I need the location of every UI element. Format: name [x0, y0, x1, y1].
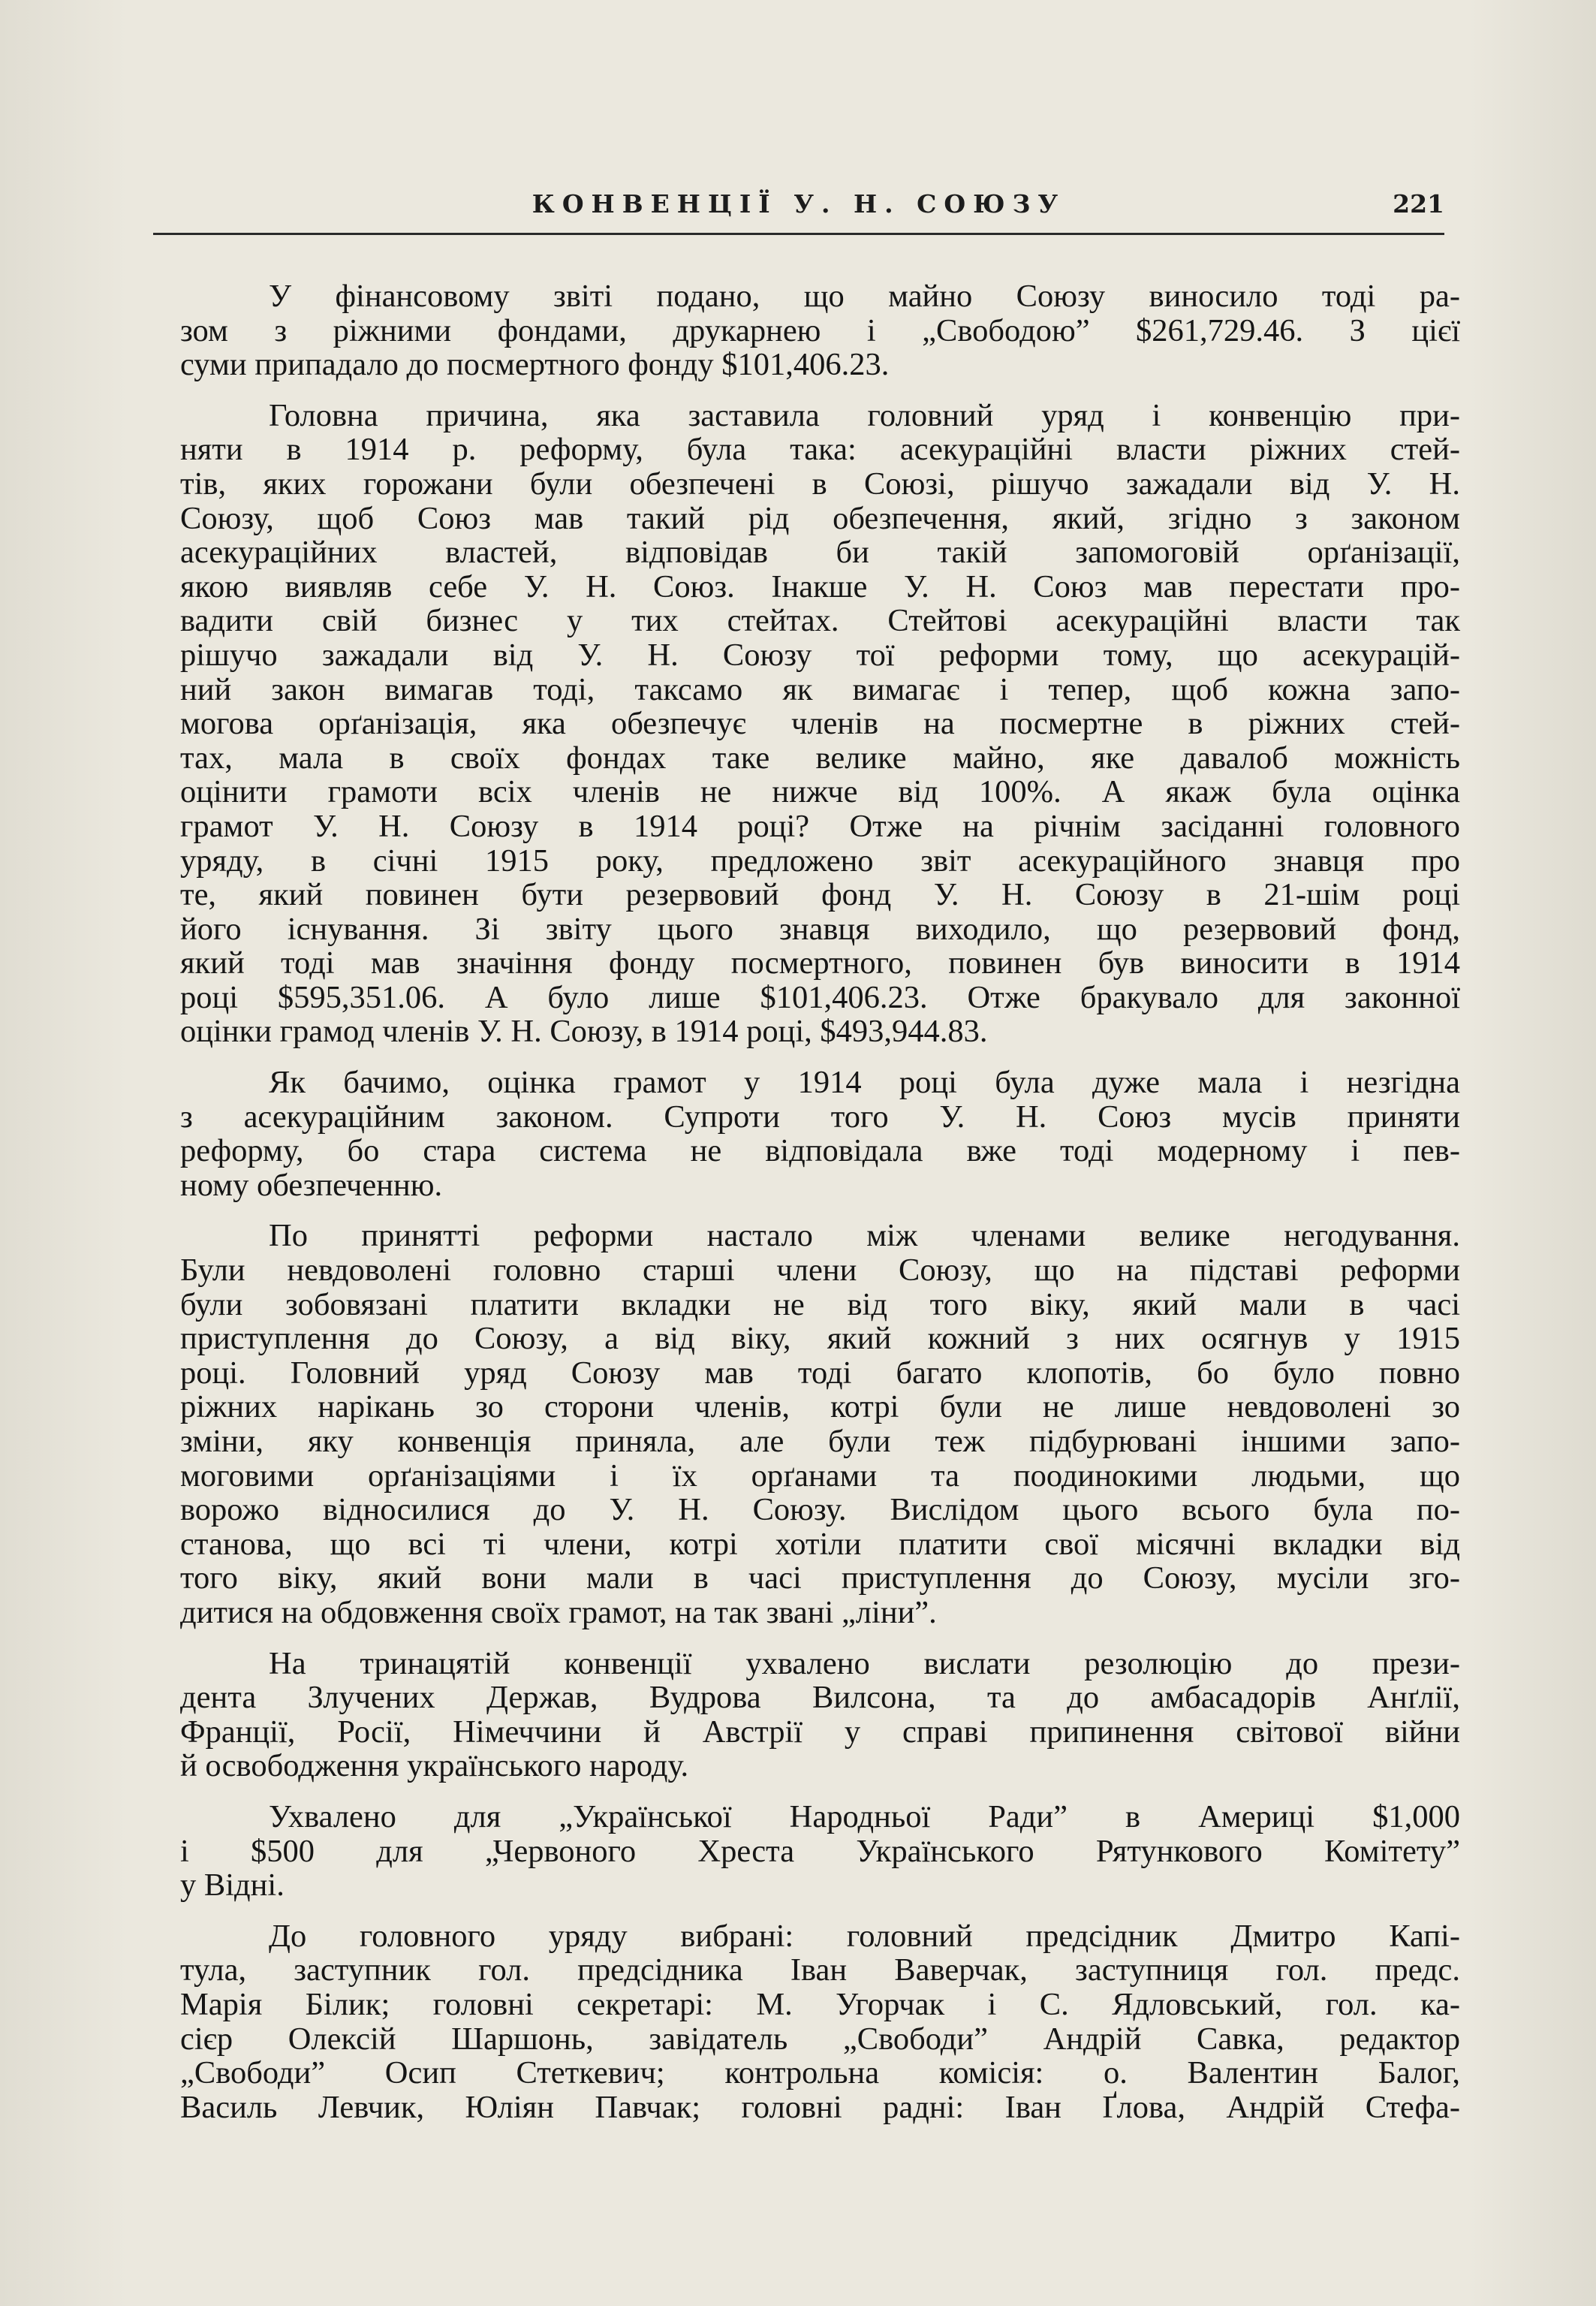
text-line: були зобовязані платити вкладки не від того віку, який мали в часі	[180, 1286, 1460, 1322]
body-text	[180, 279, 1460, 2141]
text-line: році. Головний уряд Союзу мав тоді багато клопотів, бо було повно	[180, 1355, 1460, 1391]
paragraph	[180, 1219, 1460, 1629]
text-line: тула, заступник гол. предсідника Іван Ваверчак, заступниця гол. предс.	[180, 1952, 1460, 1988]
text-line: На тринацятій конвенції ухвалено вислати резолюцію до прези-	[269, 1645, 1460, 1681]
text-line: „Свободи” Осип Стеткевич; контрольна комісія: о. Валентин Балог,	[180, 2055, 1460, 2091]
text-line: уряду, в січні 1915 року, предложено звіт асекураційного знавця про	[180, 843, 1460, 879]
text-line: й освободження українського народу.	[180, 1748, 689, 1784]
paragraph	[180, 279, 1460, 382]
running-header	[153, 188, 1444, 235]
text-line: грамот У. Н. Союзу в 1914 році? Отже на річнім засіданні головного	[180, 808, 1460, 844]
text-line: сієр Олексій Шаршонь, завідатель „Свободи” Андрій Савка, редактор	[180, 2021, 1460, 2057]
text-line: приступлення до Союзу, а від віку, який кожний з них осягнув у 1915	[180, 1321, 1460, 1357]
text-line: з асекураційним законом. Супроти того У. Н. Союз мусів приняти	[180, 1099, 1460, 1135]
text-line: ворожо відносилися до У. Н. Союзу. Вислідом цього всього була по-	[180, 1492, 1460, 1528]
text-line: ріжних нарікань зо сторони членів, котрі були не лише невдоволені зо	[180, 1389, 1460, 1425]
text-line: По принятті реформи настало між членами велике негодування.	[269, 1218, 1460, 1254]
running-title: КОНВЕНЦІЇ У. Н. СОЮЗУ	[531, 189, 1066, 219]
paragraph	[180, 1066, 1460, 1202]
page-number: 221	[1393, 189, 1444, 219]
text-line: могова орґанізація, яка обезпечує членів на посмертне в ріжних стей-	[180, 706, 1460, 742]
text-line: ному обезпеченню.	[180, 1167, 443, 1203]
text-line: реформу, бо стара система не відповідала вже тоді модерному і пев-	[180, 1133, 1460, 1169]
text-line: дитися на обдовження своїх грамот, на так звані „ліни”.	[180, 1594, 937, 1630]
text-line: Франції, Росії, Німеччини й Австрії у справі припинення світової війни	[180, 1714, 1460, 1750]
text-line: те, який повинен бути резервовий фонд У. Н. Союзу в 21-шім році	[180, 877, 1460, 913]
text-line: няти в 1914 р. реформу, була така: асекураційні власти ріжних стей-	[180, 432, 1460, 468]
text-line: суми припадало до посмертного фонду $101,406.23.	[180, 347, 890, 383]
text-line: Були невдоволені головно старші члени Союзу, що на підставі реформи	[180, 1252, 1460, 1289]
text-line: моговими орґанізаціями і їх орґанами та поодинокими людьми, що	[180, 1457, 1460, 1494]
text-line: асекураційних властей, відповідав би такій запомоговій орґанізації,	[180, 535, 1460, 571]
text-line: зом з ріжними фондами, друкарнею і „Свободою” $261,729.46. З цієї	[180, 312, 1460, 348]
paragraph	[180, 399, 1460, 1049]
text-line: тах, мала в своїх фондах таке велике майно, яке давалоб можність	[180, 740, 1460, 776]
text-line: Василь Левчик, Юліян Павчак; головні радні: Іван Ґлова, Андрій Стефа-	[180, 2089, 1460, 2125]
text-line: якою виявляв себе У. Н. Союз. Інакше У. Н. Союз мав перестати про-	[180, 568, 1460, 604]
text-line: оцінки грамод членів У. Н. Союзу, в 1914 році, $493,944.83.	[180, 1014, 988, 1050]
text-line: вадити свій бизнес у тих стейтах. Стейтові асекураційні власти так	[180, 603, 1460, 639]
text-line: оцінити грамоти всіх членів не нижче від 100%. А якаж була оцінка	[180, 774, 1460, 810]
paragraph	[180, 1919, 1460, 2125]
paragraph	[180, 1647, 1460, 1783]
text-line: Головна причина, яка заставила головний уряд і конвенцію при-	[269, 397, 1460, 433]
text-line: Ухвалено для „Української Народньої Ради” в Америці $1,000	[269, 1798, 1460, 1834]
text-line: році $595,351.06. А було лише $101,406.23. Отже бракувало для законної	[180, 979, 1460, 1015]
text-line: рішучо зажадали від У. Н. Союзу тої реформи тому, що асекурацій-	[180, 637, 1460, 673]
text-line: зміни, яку конвенція приняла, але були теж підбурювані іншими запо-	[180, 1424, 1460, 1459]
text-line: До головного уряду вибрані: головний предсідник Дмитро Капі-	[269, 1918, 1460, 1954]
text-line: У фінансовому звіті подано, що майно Союзу виносило тоді ра-	[269, 279, 1460, 314]
text-line: його існування. Зі звіту цього знавця виходило, що резервовий фонд,	[180, 911, 1460, 947]
paragraph	[180, 1800, 1460, 1903]
text-line: станова, що всі ті члени, котрі хотіли платити свої місячні вкладки від	[180, 1526, 1460, 1562]
text-line: Марія Білик; головні секретарі: М. Угорчак і С. Ядловський, гол. ка-	[180, 1986, 1460, 2022]
text-line: і $500 для „Червоного Хреста Українського Рятункового Комітету”	[180, 1833, 1460, 1869]
text-line: ний закон вимагав тоді, таксамо як вимагає і тепер, щоб кожна запо-	[180, 671, 1460, 707]
text-line: у Відні.	[180, 1867, 285, 1904]
text-line: дента Злучених Держав, Вудрова Вилсона, та до амбасадорів Анґлії,	[180, 1680, 1460, 1716]
text-line: того віку, який вони мали в часі приступлення до Союзу, мусіли зго-	[180, 1560, 1460, 1596]
text-line: який тоді мав значіння фонду посмертного, повинен був виносити в 1914	[180, 945, 1460, 981]
text-line: Як бачимо, оцінка грамот у 1914 році була дуже мала і незгідна	[269, 1065, 1460, 1101]
text-line: Союзу, щоб Союз мав такий рід обезпечення, який, згідно з законом	[180, 500, 1460, 536]
text-line: тів, яких горожани були обезпечені в Союзі, рішучо зажадали від У. Н.	[180, 466, 1460, 502]
